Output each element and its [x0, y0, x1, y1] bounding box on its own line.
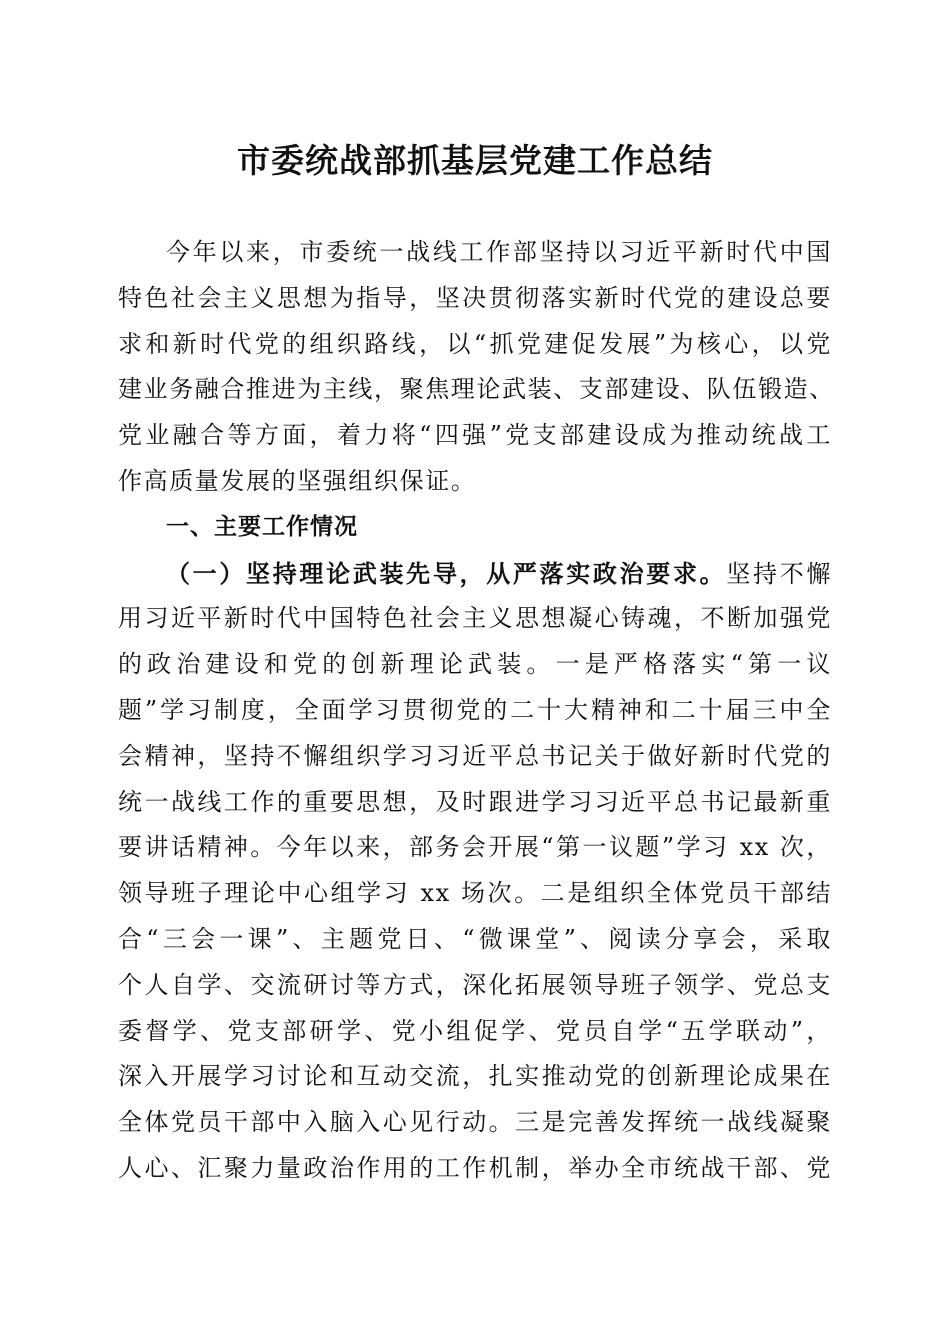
document-body — [118, 230, 835, 1192]
body-line: 委督学、党支部研学、党小组促学、党员自学“五学联动”， — [118, 1016, 832, 1045]
body-line: 合“三会一课”、主题党日、“微课堂”、阅读分享会，采取 — [118, 924, 832, 953]
body-line: 题”学习制度，全面学习贯彻党的二十大精神和二十届三中全 — [118, 695, 832, 724]
intro-line: 特色社会主义思想为指导，坚决贯彻落实新时代党的建设总要 — [118, 283, 832, 312]
intro-line: 作高质量发展的坚强组织保证。 — [118, 466, 477, 495]
intro-line: 建业务融合推进为主线，聚焦理论武装、支部建设、队伍锻造、 — [118, 375, 835, 404]
body-line: 要讲话精神。今年以来，部务会开展“第一议题”学习 xx 次， — [118, 833, 832, 862]
body-line: 的政治建设和党的创新理论武装。一是严格落实“第一议 — [118, 650, 832, 679]
body-line: 会精神，坚持不懈组织学习习近平总书记关于做好新时代党的 — [118, 741, 832, 770]
intro-line: 党业融合等方面，着力将“四强”党支部建设成为推动统战工 — [118, 421, 832, 450]
body-line: 统一战线工作的重要思想，及时跟进学习习近平总书记最新重 — [118, 787, 832, 816]
subsection-title: （一）坚持理论武装先导，从严落实政治要求。 — [166, 558, 727, 588]
intro-line: 今年以来，市委统一战线工作部坚持以习近平新时代中国 — [166, 238, 832, 266]
body-line: 全体党员干部中入脑入心见行动。三是完善发挥统一战线凝聚 — [118, 1108, 832, 1137]
body-line: 个人自学、交流研讨等方式，深化拓展领导班子领学、党总支 — [118, 970, 832, 999]
body-line: 深入开展学习讨论和互动交流，扎实推动党的创新理论成果在 — [118, 1062, 832, 1091]
document-title: 市委统战部抓基层党建工作总结 — [237, 141, 713, 180]
body-line: 领导班子理论中心组学习 xx 场次。二是组织全体党员干部结 — [118, 879, 832, 908]
section-heading: 一、主要工作情况 — [166, 513, 358, 540]
subsection-first-line — [118, 551, 832, 597]
subsection-line-rest: 坚持不懈 — [726, 559, 832, 588]
intro-line: 求和新时代党的组织路线，以“抓党建促发展”为核心，以党 — [118, 329, 832, 358]
body-line: 用习近平新时代中国特色社会主义思想凝心铸魂，不断加强党 — [118, 604, 832, 633]
body-line: 人心、汇聚力量政治作用的工作机制，举办全市统战干部、党 — [118, 1153, 832, 1182]
